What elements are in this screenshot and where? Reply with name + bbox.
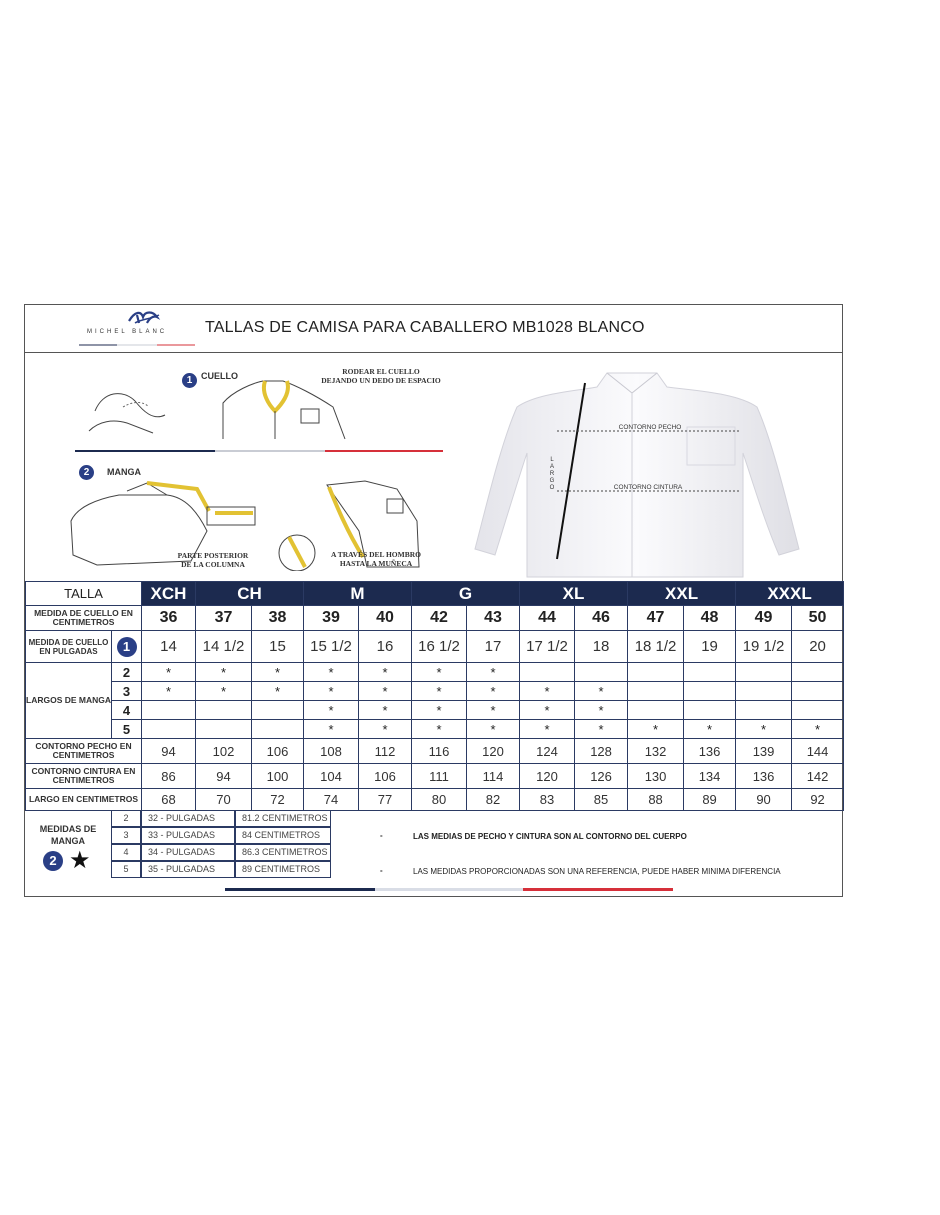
cuello-pulg-label: MEDIDA DE CUELLO EN PULGADAS bbox=[26, 631, 112, 663]
cuello-cm-row bbox=[26, 606, 844, 631]
largo-manga-mark: * bbox=[304, 682, 359, 701]
largo-manga-mark: * bbox=[520, 701, 575, 720]
cintura-cell: 130 bbox=[628, 764, 684, 789]
pecho-cell: 144 bbox=[792, 739, 844, 764]
sleeve-centimetros: 89 CENTIMETROS bbox=[235, 861, 331, 878]
largo-manga-mark: * bbox=[684, 720, 736, 739]
sleeve-centimetros: 84 CENTIMETROS bbox=[235, 827, 331, 844]
cuello-cm-cell: 38 bbox=[252, 606, 304, 631]
cintura-cell: 104 bbox=[304, 764, 359, 789]
largo-manga-mark bbox=[252, 701, 304, 720]
pecho-cell: 112 bbox=[359, 739, 412, 764]
hombro-note-1: A TRAVÉS DEL HOMBRO bbox=[331, 550, 421, 559]
sleeve-num: 4 bbox=[111, 844, 141, 861]
largo-manga-mark bbox=[628, 663, 684, 682]
largo-cm-cell: 85 bbox=[575, 789, 628, 811]
largo-manga-mark: * bbox=[304, 720, 359, 739]
cuello-pulg-cell: 15 bbox=[252, 631, 304, 663]
cuello-pulg-cell: 16 1/2 bbox=[412, 631, 467, 663]
largo-manga-mark: * bbox=[196, 663, 252, 682]
pecho-label: CONTORNO PECHO EN CENTIMETROS bbox=[26, 739, 142, 764]
largo-cm-cell: 89 bbox=[684, 789, 736, 811]
largo-manga-mark: * bbox=[359, 682, 412, 701]
cuello-cm-cell: 40 bbox=[359, 606, 412, 631]
largo-manga-mark bbox=[736, 663, 792, 682]
largo-manga-mark bbox=[520, 663, 575, 682]
largo-cm-cell: 83 bbox=[520, 789, 575, 811]
pecho-row bbox=[26, 739, 844, 764]
largo-manga-mark: * bbox=[412, 701, 467, 720]
largo-manga-mark bbox=[252, 720, 304, 739]
footer-flag-white bbox=[375, 888, 523, 891]
largo-manga-mark: * bbox=[252, 663, 304, 682]
cuello-cm-cell: 42 bbox=[412, 606, 467, 631]
largo-manga-num: 2 bbox=[112, 663, 142, 682]
size-g: G bbox=[412, 582, 520, 606]
cintura-cell: 111 bbox=[412, 764, 467, 789]
largo-manga-mark bbox=[684, 682, 736, 701]
largo-cm-cell: 80 bbox=[412, 789, 467, 811]
largo-manga-row bbox=[26, 682, 844, 701]
cintura-cell: 142 bbox=[792, 764, 844, 789]
footer-flag-red bbox=[523, 888, 673, 891]
cuello-cm-cell: 46 bbox=[575, 606, 628, 631]
largo-manga-mark: * bbox=[628, 720, 684, 739]
cuello-cm-cell: 39 bbox=[304, 606, 359, 631]
largo-cm-cell: 72 bbox=[252, 789, 304, 811]
note-1: LAS MEDIAS DE PECHO Y CINTURA SON AL CONTORNO DEL CUERPO bbox=[413, 832, 687, 841]
cuello-cm-cell: 43 bbox=[467, 606, 520, 631]
cintura-cell: 136 bbox=[736, 764, 792, 789]
header bbox=[25, 305, 842, 353]
largo-manga-mark: * bbox=[575, 720, 628, 739]
cintura-cell: 134 bbox=[684, 764, 736, 789]
sleeve-pulgadas: 35 - PULGADAS bbox=[141, 861, 235, 878]
cintura-cell: 86 bbox=[142, 764, 196, 789]
largo-manga-row bbox=[26, 663, 844, 682]
brand-logo bbox=[77, 307, 197, 349]
size-xxl: XXL bbox=[628, 582, 736, 606]
posterior-note-1: PARTE POSTERIOR bbox=[177, 551, 249, 560]
largo-manga-mark: * bbox=[467, 701, 520, 720]
largo-manga-mark bbox=[196, 720, 252, 739]
pecho-cell: 128 bbox=[575, 739, 628, 764]
star-icon: ★ bbox=[69, 847, 91, 874]
largo-manga-num: 5 bbox=[112, 720, 142, 739]
largo-cm-label: LARGO EN CENTIMETROS bbox=[26, 789, 142, 811]
cuello-pulg-badge-cell bbox=[112, 631, 142, 663]
cuello-note-1: RODEAR EL CUELLO bbox=[342, 367, 420, 376]
sleeve-num: 5 bbox=[111, 861, 141, 878]
cintura-cell: 100 bbox=[252, 764, 304, 789]
largo-manga-mark: * bbox=[467, 720, 520, 739]
flag-line-blue bbox=[75, 450, 215, 452]
largo-manga-mark: * bbox=[575, 701, 628, 720]
cintura-label: CONTORNO CINTURA EN CENTIMETROS bbox=[26, 764, 142, 789]
largo-cm-cell: 70 bbox=[196, 789, 252, 811]
cintura-cell: 114 bbox=[467, 764, 520, 789]
cuello-label: CUELLO bbox=[201, 371, 238, 381]
largo-cm-cell: 77 bbox=[359, 789, 412, 811]
largo-manga-mark: * bbox=[412, 720, 467, 739]
pecho-cell: 120 bbox=[467, 739, 520, 764]
largo-manga-mark bbox=[736, 682, 792, 701]
pecho-cell: 108 bbox=[304, 739, 359, 764]
flag-line-white bbox=[215, 450, 325, 452]
footer-flag-blue bbox=[225, 888, 375, 891]
size-m: M bbox=[304, 582, 412, 606]
cintura-cell: 94 bbox=[196, 764, 252, 789]
largo-manga-mark bbox=[142, 701, 196, 720]
largo-manga-mark bbox=[792, 663, 844, 682]
largo-manga-mark: * bbox=[412, 682, 467, 701]
largo-row bbox=[26, 789, 844, 811]
medidas-manga-block bbox=[25, 810, 111, 880]
size-xl: XL bbox=[520, 582, 628, 606]
pecho-cell: 136 bbox=[684, 739, 736, 764]
largo-manga-mark bbox=[792, 682, 844, 701]
largo-manga-num: 3 bbox=[112, 682, 142, 701]
pecho-cell: 106 bbox=[252, 739, 304, 764]
pecho-cell: 116 bbox=[412, 739, 467, 764]
largo-cm-cell: 92 bbox=[792, 789, 844, 811]
largo-label: LARGO bbox=[549, 457, 555, 491]
cintura-cell: 120 bbox=[520, 764, 575, 789]
largo-cm-cell: 90 bbox=[736, 789, 792, 811]
size-header-row bbox=[26, 582, 844, 606]
cintura-row bbox=[26, 764, 844, 789]
largo-manga-mark: * bbox=[575, 682, 628, 701]
note-dash-1: - bbox=[380, 831, 383, 840]
sleeve-pulgadas: 32 - PULGADAS bbox=[141, 810, 235, 827]
sleeve-pulgadas: 34 - PULGADAS bbox=[141, 844, 235, 861]
largo-manga-mark: * bbox=[252, 682, 304, 701]
cintura-cell: 126 bbox=[575, 764, 628, 789]
contorno-cintura-label: CONTORNO CINTURA bbox=[613, 484, 683, 491]
pecho-cell: 102 bbox=[196, 739, 252, 764]
largo-manga-mark bbox=[792, 701, 844, 720]
measurement-illustrations bbox=[25, 353, 842, 580]
cuello-cm-cell: 49 bbox=[736, 606, 792, 631]
largo-manga-mark: * bbox=[467, 682, 520, 701]
note-2: LAS MEDIDAS PROPORCIONADAS SON UNA REFERENCIA, PUEDE HABER MINIMA DIFERENCIA bbox=[413, 867, 781, 876]
talla-label: TALLA bbox=[26, 582, 142, 606]
cuello-pulg-cell: 19 bbox=[684, 631, 736, 663]
cuello-pulg-cell: 17 bbox=[467, 631, 520, 663]
largo-manga-mark: * bbox=[736, 720, 792, 739]
sleeve-pulgadas: 33 - PULGADAS bbox=[141, 827, 235, 844]
hombro-note-2: HASTA LA MUÑECA bbox=[339, 559, 413, 568]
size-xxxl: XXXL bbox=[736, 582, 844, 606]
largo-manga-mark bbox=[736, 701, 792, 720]
pecho-cell: 139 bbox=[736, 739, 792, 764]
cuello-cm-label: MEDIDA DE CUELLO EN CENTIMETROS bbox=[26, 606, 142, 631]
largo-manga-mark: * bbox=[359, 720, 412, 739]
cuello-pulg-row bbox=[26, 631, 844, 663]
cuello-cm-cell: 48 bbox=[684, 606, 736, 631]
posterior-note-2: DE LA COLUMNA bbox=[181, 560, 245, 569]
cuello-note-2: DEJANDO UN DEDO DE ESPACIO bbox=[321, 376, 441, 385]
manga-number-badge: 2 bbox=[79, 465, 94, 480]
largo-manga-mark: * bbox=[304, 701, 359, 720]
largo-manga-row bbox=[26, 720, 844, 739]
pecho-cell: 132 bbox=[628, 739, 684, 764]
manga-label: MANGA bbox=[107, 467, 141, 477]
page-title: TALLAS DE CAMISA PARA CABALLERO MB1028 BLANCO bbox=[205, 319, 645, 336]
largo-manga-mark: * bbox=[792, 720, 844, 739]
largo-cm-cell: 88 bbox=[628, 789, 684, 811]
largo-manga-mark bbox=[628, 701, 684, 720]
cuello-cm-cell: 44 bbox=[520, 606, 575, 631]
sleeve-centimetros: 86.3 CENTIMETROS bbox=[235, 844, 331, 861]
cuello-pulg-cell: 18 bbox=[575, 631, 628, 663]
largo-manga-mark bbox=[575, 663, 628, 682]
largo-manga-mark: * bbox=[412, 663, 467, 682]
largo-cm-cell: 68 bbox=[142, 789, 196, 811]
cuello-pulg-cell: 18 1/2 bbox=[628, 631, 684, 663]
largo-cm-cell: 74 bbox=[304, 789, 359, 811]
largos-label: LARGOS DE MANGA bbox=[26, 663, 112, 739]
largo-manga-mark bbox=[196, 701, 252, 720]
medidas-number-badge: 2 bbox=[43, 851, 63, 871]
sleeve-num: 2 bbox=[111, 810, 141, 827]
largo-manga-mark: * bbox=[142, 663, 196, 682]
cuello-pulg-cell: 16 bbox=[359, 631, 412, 663]
medidas-manga-label: MEDIDAS DE MANGA bbox=[39, 824, 97, 846]
largo-manga-mark: * bbox=[467, 663, 520, 682]
cuello-cm-cell: 47 bbox=[628, 606, 684, 631]
note-dash-2: - bbox=[380, 866, 383, 875]
largo-manga-mark: * bbox=[359, 663, 412, 682]
cuello-pulg-cell: 15 1/2 bbox=[304, 631, 359, 663]
largo-manga-mark: * bbox=[520, 720, 575, 739]
largo-manga-row bbox=[26, 701, 844, 720]
cuello-cm-cell: 37 bbox=[196, 606, 252, 631]
sleeve-footer bbox=[25, 810, 842, 897]
sleeve-num: 3 bbox=[111, 827, 141, 844]
flag-line-red bbox=[325, 450, 443, 452]
cuello-pulg-number-badge: 1 bbox=[117, 637, 137, 657]
size-table bbox=[25, 581, 844, 811]
sleeve-centimetros: 81.2 CENTIMETROS bbox=[235, 810, 331, 827]
largo-manga-mark: * bbox=[304, 663, 359, 682]
cuello-pulg-cell: 19 1/2 bbox=[736, 631, 792, 663]
largo-manga-mark: * bbox=[142, 682, 196, 701]
largo-manga-mark bbox=[628, 682, 684, 701]
size-chart-sheet bbox=[24, 304, 843, 897]
cuello-pulg-cell: 17 1/2 bbox=[520, 631, 575, 663]
largo-manga-mark: * bbox=[196, 682, 252, 701]
cuello-pulg-cell: 20 bbox=[792, 631, 844, 663]
cuello-pulg-cell: 14 bbox=[142, 631, 196, 663]
logo-text: MICHEL BLANC bbox=[87, 329, 168, 335]
cuello-cm-cell: 50 bbox=[792, 606, 844, 631]
largo-manga-mark: * bbox=[520, 682, 575, 701]
largo-manga-mark bbox=[684, 663, 736, 682]
size-ch: CH bbox=[196, 582, 304, 606]
largo-manga-num: 4 bbox=[112, 701, 142, 720]
cuello-number-badge: 1 bbox=[182, 373, 197, 388]
largo-manga-mark bbox=[142, 720, 196, 739]
pecho-cell: 94 bbox=[142, 739, 196, 764]
shirt-photo bbox=[457, 363, 807, 578]
cuello-pulg-cell: 14 1/2 bbox=[196, 631, 252, 663]
cuello-cm-cell: 36 bbox=[142, 606, 196, 631]
largo-manga-mark bbox=[684, 701, 736, 720]
largo-manga-mark: * bbox=[359, 701, 412, 720]
contorno-pecho-label: CONTORNO PECHO bbox=[618, 424, 682, 431]
pecho-cell: 124 bbox=[520, 739, 575, 764]
largo-cm-cell: 82 bbox=[467, 789, 520, 811]
cintura-cell: 106 bbox=[359, 764, 412, 789]
size-xch: XCH bbox=[142, 582, 196, 606]
